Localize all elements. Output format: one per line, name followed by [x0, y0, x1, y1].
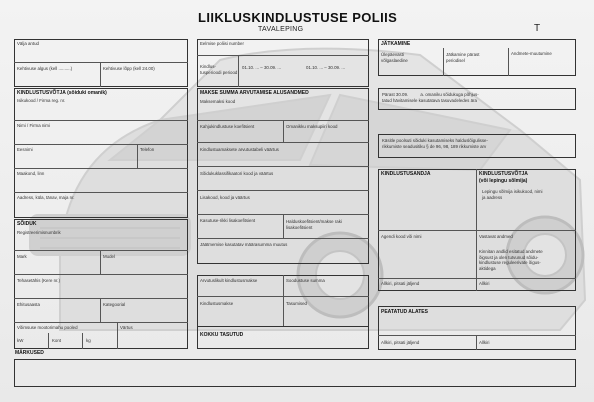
insurance-premium-label: Soodustuse summa: [286, 278, 325, 283]
policyholder-title: KINDLUSTUSVÕTJA (sõiduki omanik): [17, 90, 107, 96]
ended-sign2-label: Allkiri: [479, 340, 490, 345]
form-title: LIIKLUSKINDLUSTUSE POLIIS: [198, 10, 398, 25]
damage-coef-label: Halduskoefitsient/makse raki lisakoefitsient: [286, 219, 342, 230]
ended-title: PEATATUD ALATES: [381, 309, 428, 315]
extra-code-label: Lisakood, kood ja väärtus: [200, 195, 250, 200]
form-subtitle: TAVALEPING: [258, 26, 304, 33]
make-label: Mark: [17, 254, 27, 259]
calc-tax-label: Arvutuslikult kindlustusmakse: [200, 278, 258, 283]
client-correct-label: Vastavat andmed: [479, 234, 513, 239]
reg-nr-label: Registreerimisnumbrik: [17, 230, 61, 235]
vehicle-class-label: Sõidukuklassifikaatori kood ja väärtus: [200, 171, 274, 176]
insurer-sign-label: Allkiri, pitsati jäljend: [381, 281, 420, 286]
issue-box: [14, 39, 188, 87]
period-label: Kindlus- tusperioodi periood: [200, 64, 238, 75]
calc-base-label: Kindlustuamaksete arvutustabeli väärtus: [200, 147, 279, 152]
client-desc: Lepingu sõlmija isikukood, nimi ja aadress: [482, 189, 543, 200]
id-code-label: Isikukood / Firma reg. nr.: [17, 98, 66, 103]
client-title: KINDLUSTUSVÕTJA: [479, 171, 528, 177]
period-a: 01.10. ... – 30.09. ...: [242, 65, 282, 70]
kw-label: kW: [17, 338, 24, 343]
continuation-title: JÄTKAMINE: [381, 41, 411, 47]
county-label: Maakond, linn: [17, 171, 45, 176]
county-code-label: Maksemaksi kood: [200, 99, 236, 104]
issue-place-label: Välja antud: [17, 41, 39, 46]
valid-to-label: Kehtivuse lõpp (kell 24.00): [103, 66, 155, 71]
total-paid-title: KOKKU TASUTUD: [200, 332, 244, 338]
name-label: Nimi / Firma nimi: [17, 123, 50, 128]
power-source-label: Ehitusaasta: [17, 302, 40, 307]
coef-values-label: Jäätmemise kasutatav määrasumma muutus: [200, 242, 288, 247]
usage-coef-label: Kasutuse-rikki lisakoefitsient: [200, 218, 256, 223]
continuation-col3: Andmete-muutumine: [511, 51, 552, 56]
phone-label: Telefon: [140, 147, 155, 152]
period-b: 01.10. ... – 30.09. ...: [306, 65, 346, 70]
category-label: Kategoorial: [103, 302, 126, 307]
continuation-col1: Ülepäevasti võlgaslaedine: [381, 52, 408, 63]
insurance-sum-title: MAKSE SUMMA ARVUTAMISE ALUSANDMED: [200, 90, 309, 96]
first-name-label: Eesnimi: [17, 147, 33, 152]
vehicle-title: SÕIDUK: [17, 221, 37, 227]
kont-label: Kont: [52, 338, 62, 343]
engine-label: Võimsuse mootorimahu pooled: [17, 325, 78, 330]
insurer-title: KINDLUSTUSANDJA: [381, 171, 431, 177]
model-label: Mudel: [103, 254, 115, 259]
continuation-col2: Jätkamine pärast periodisel: [446, 52, 480, 63]
region-code-label: Omanikku maksupiiri kood: [286, 124, 338, 129]
address-label: Aadress, küla, tänav, maja nr.: [17, 195, 75, 200]
note-text-1: Pärast 30.09. a. omaniku sõidukuga põhjus- tatud hävitamisele kasutatava tasuvadeledes ära: [382, 92, 479, 103]
client-sign-label: Allkiri: [479, 281, 490, 286]
form-type-mark: T: [534, 23, 541, 34]
note-text-2: Käsitle poolsuti sõiduki kasutamiseks halduslõigulisse- rikkumiste seadusitiku § de 96, 98, 189 rikkumiste arv: [382, 138, 488, 149]
valid-from-label: Kehtivuse algus (kell ..........): [17, 66, 73, 71]
remarks-field[interactable]: [14, 359, 576, 387]
seats-label: Värtus: [120, 325, 133, 330]
paid-label: Tasumised: [286, 301, 307, 306]
vin-label: Tehasetähis (Kere nr.): [17, 278, 60, 283]
payment-coef-label: Kahjukindlustuse koefitsient: [200, 124, 255, 129]
client-subtitle: (või lepingu sõlmija): [479, 178, 528, 184]
client-confirm-text: Kinnitan andlid esitatud andmete õigsust ja olen tutvunud sõidu- kindlustuse reguleerivate õigus- aktidega: [479, 249, 543, 271]
agent-code-label: Agendi kood või nimi: [381, 234, 422, 239]
previous-policy-label: Eelmise poliisi number: [200, 41, 244, 46]
kg-label: kg: [86, 338, 91, 343]
ended-sign-label: Allkiri, pitsati jäljend: [381, 340, 420, 345]
payable-label: Kindlustusmakse: [200, 301, 234, 306]
remarks-title: MÄRKUSED: [15, 350, 44, 356]
